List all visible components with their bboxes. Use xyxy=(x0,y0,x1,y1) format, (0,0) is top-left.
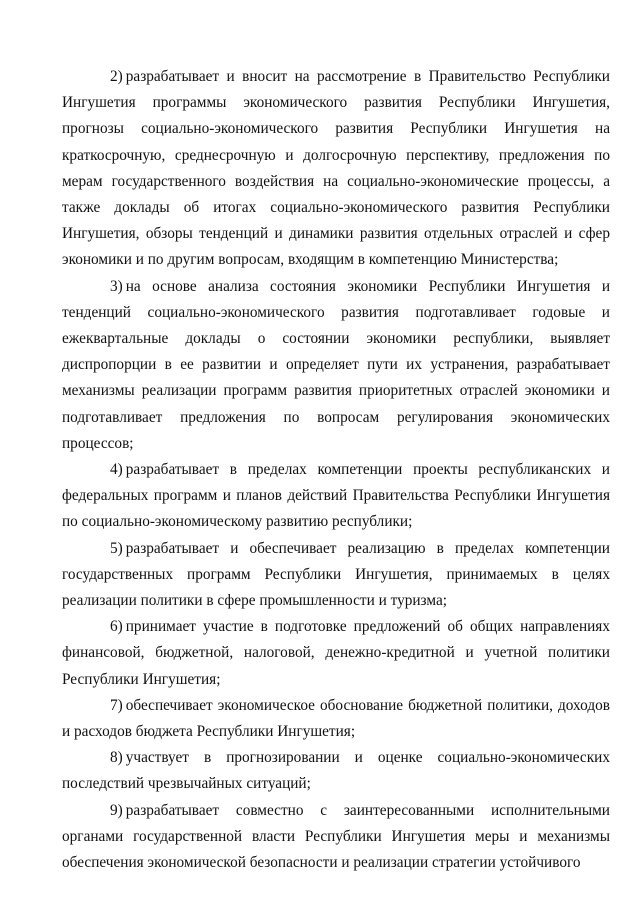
paragraph-text: разрабатывает и обеспечивает реализацию в пределах компетенции государственных программ Республики Ингушетия, принимаемых в целях реализации политики в сфере промышленности и туризма; xyxy=(62,539,610,610)
paragraph-text: принимает участие в подготовке предложений об общих направлениях финансовой, бюджетной, налоговой, денежно-кредитной и учетной политики Республики Ингушетия; xyxy=(62,618,610,688)
document-page xyxy=(62,64,610,876)
paragraph-text: разрабатывает в пределах компетенции проекты республиканских и федеральных программ и планов действий Правительства Республики Ингушетия по социально-экономическому развитию республики; xyxy=(62,461,610,531)
paragraph-text: обеспечивает экономическое обоснование бюджетной политики, доходов и расходов бюджета Республики Ингушетия; xyxy=(62,696,610,741)
paragraph-number: 5) xyxy=(110,539,123,557)
paragraph-number: 9) xyxy=(110,801,123,819)
paragraph-number: 7) xyxy=(110,696,123,714)
paragraph-item-6 xyxy=(62,614,610,693)
paragraph-item-3 xyxy=(62,274,610,457)
paragraph-item-2 xyxy=(62,64,610,274)
paragraph-item-8 xyxy=(62,745,610,797)
paragraph-item-4 xyxy=(62,457,610,536)
paragraph-number: 3) xyxy=(110,277,123,295)
paragraph-text: участвует в прогнозировании и оценке социально-экономических последствий чрезвычайных ситуаций; xyxy=(62,749,610,793)
paragraph-text: на основе анализа состояния экономики Республики Ингушетия и тенденций социально-экономического развития подготавливает годовые и ежеквартальные доклады о состоянии экономики республики, выявляет диспропорции в ее развитии и определяет пути их устранения, разрабатывает механизмы реализации программ развития приоритетных отраслей экономики и подготавливает предложения по вопросам регулирования экономических процессов; xyxy=(62,277,610,452)
paragraph-number: 2) xyxy=(110,68,123,85)
paragraph-number: 8) xyxy=(110,749,123,767)
paragraph-text: разрабатывает совместно с заинтересованными исполнительными органами государственной власти Республики Ингушетия меры и механизмы обеспечения экономической безопасности и реализации стратегии устойчивого xyxy=(62,801,610,872)
paragraph-number: 4) xyxy=(110,461,123,479)
paragraph-text: разрабатывает и вносит на рассмотрение в Правительство Республики Ингушетия программы экономического развития Республики Ингушетия, прогнозы социально-экономического развития Республики Ингушетия на краткосрочную, среднесрочную и долгосрочную перспективу, предложения по мерам государственного воздействия на социально-экономические процессы, а также доклады об итогах социально-экономического развития Республики Ингушетия, обзоры тенденций и динамики развития отдельных отраслей и сфер экономики и по другим вопросам, входящим в компетенцию Министерства; xyxy=(62,68,610,269)
paragraph-item-7 xyxy=(62,693,610,745)
paragraph-item-9 xyxy=(62,798,610,877)
paragraph-item-5 xyxy=(62,536,610,615)
paragraph-number: 6) xyxy=(110,618,123,636)
